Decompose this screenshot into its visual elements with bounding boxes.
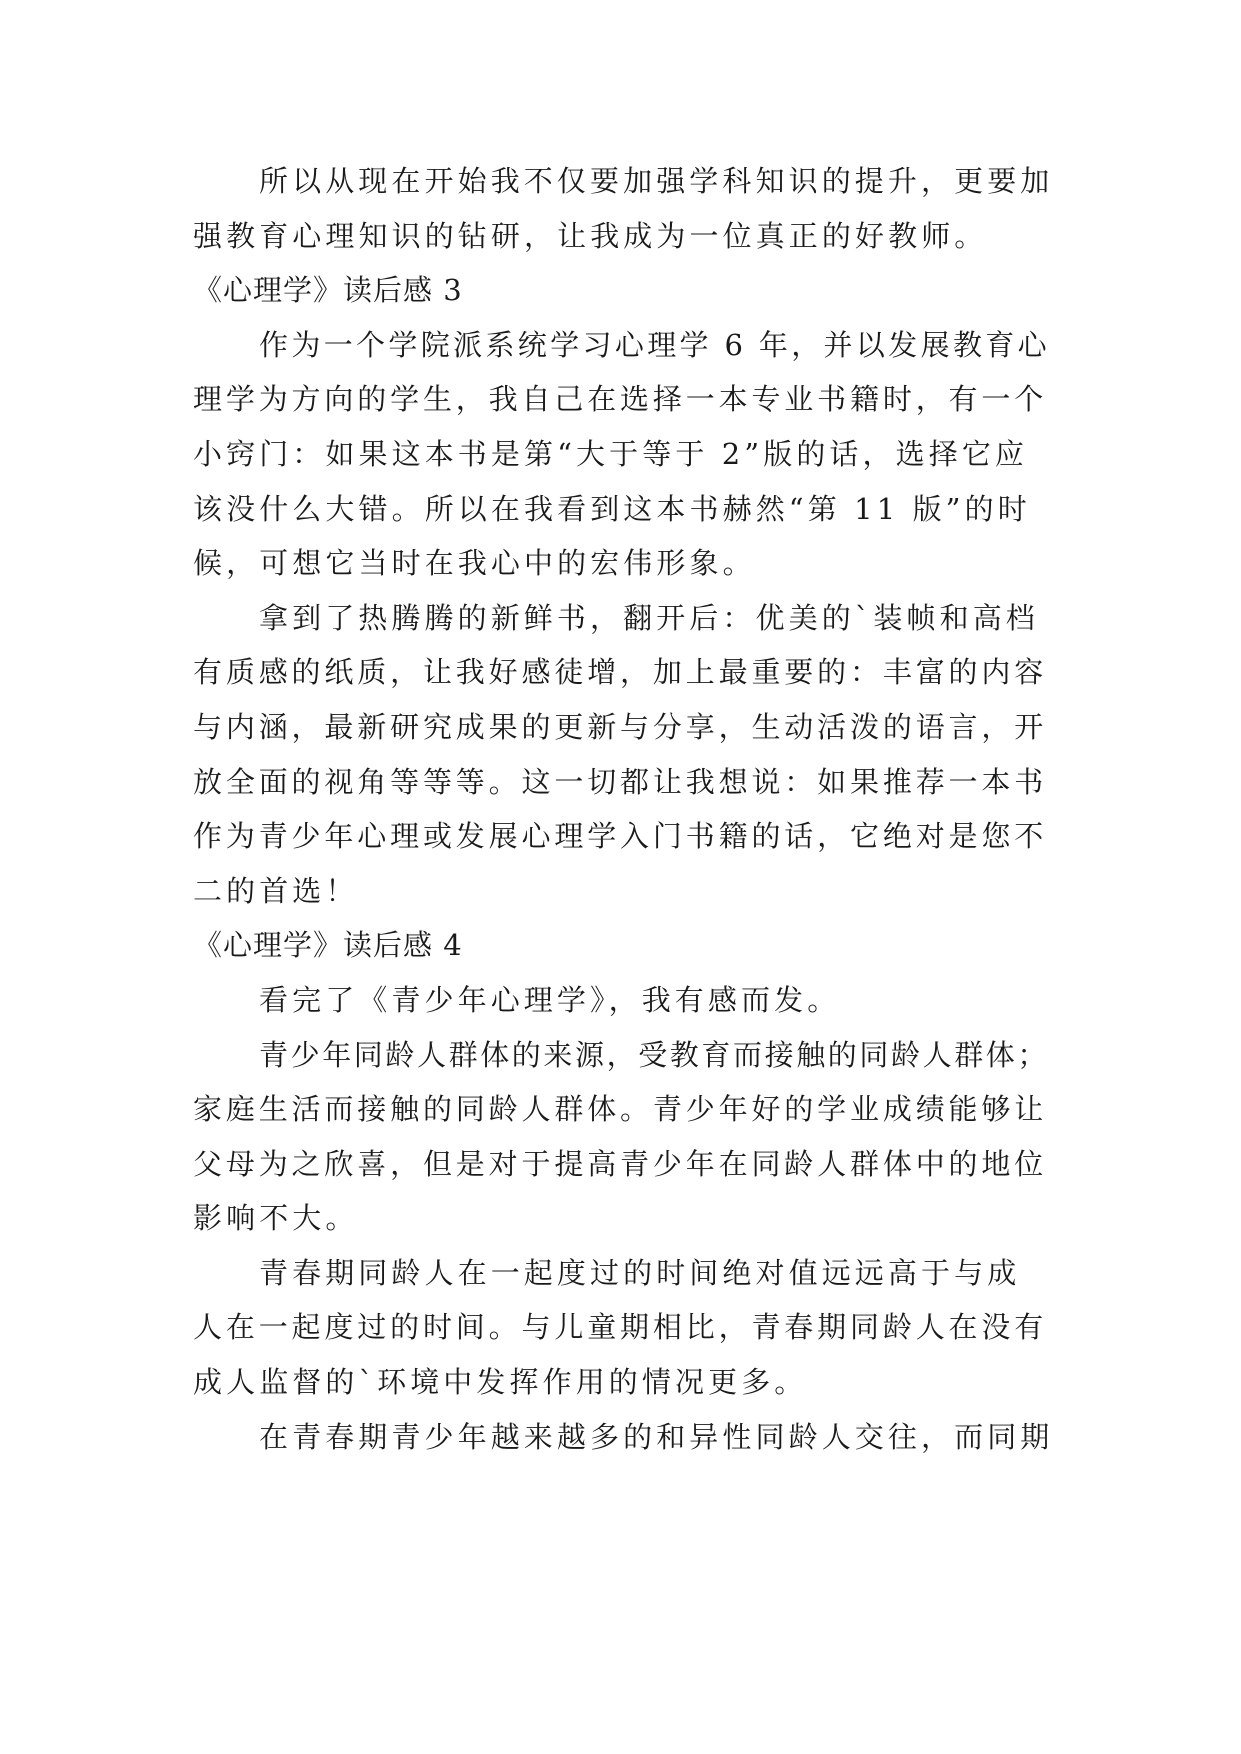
text-line: 看完了《青少年心理学》，我有感而发。	[259, 982, 841, 1017]
text-line: 放全面的视角等等等。这一切都让我想说：如果推荐一本书	[193, 764, 1048, 799]
text-line: 成人监督的`环境中发挥作用的情况更多。	[193, 1365, 808, 1400]
document-body	[193, 154, 1053, 1464]
section-heading: 《心理学》读后感 3	[193, 273, 463, 308]
text-line: 理学为方向的学生，我自己在选择一本专业书籍时，有一个	[193, 382, 1048, 417]
text-line: 作为一个学院派系统学习心理学 6 年，并以发展教育心	[259, 327, 1050, 362]
text-line: 拿到了热腾腾的新鲜书，翻开后：优美的`装帧和高档	[259, 600, 1039, 635]
text-line: 所以从现在开始我不仅要加强学科知识的提升，更要加	[259, 164, 1054, 198]
text-line: 青少年同龄人群体的来源，受教育而接触的同龄人群体；	[259, 1037, 1050, 1072]
text-line: 该没什么大错。所以在我看到这本书赫然“第 11 版”的时	[193, 491, 1031, 526]
text-line: 父母为之欣喜，但是对于提高青少年在同龄人群体中的地位	[193, 1146, 1048, 1181]
text-line: 强教育心理知识的钻研，让我成为一位真正的好教师。	[193, 218, 988, 253]
text-line: 二的首选！	[193, 873, 359, 908]
text-line: 影响不大。	[193, 1201, 359, 1236]
text-line: 小窍门：如果这本书是第“大于等于 2”版的话，选择它应	[193, 436, 1029, 471]
text-line: 家庭生活而接触的同龄人群体。青少年好的学业成绩能够让	[193, 1092, 1048, 1127]
section-heading: 《心理学》读后感 4	[193, 928, 463, 963]
text-line: 青春期同龄人在一起度过的时间绝对值远远高于与成	[259, 1255, 1021, 1290]
text-line: 在青春期青少年越来越多的和异性同龄人交往，而同期	[259, 1419, 1054, 1454]
text-line: 与内涵，最新研究成果的更新与分享，生动活泼的语言，开	[193, 709, 1048, 744]
text-line: 人在一起度过的时间。与儿童期相比，青春期同龄人在没有	[193, 1310, 1048, 1345]
text-line: 候，可想它当时在我心中的宏伟形象。	[193, 546, 756, 581]
text-line: 作为青少年心理或发展心理学入门书籍的话，它绝对是您不	[193, 819, 1048, 854]
text-line: 有质感的纸质，让我好感徒增，加上最重要的：丰富的内容	[193, 655, 1048, 690]
